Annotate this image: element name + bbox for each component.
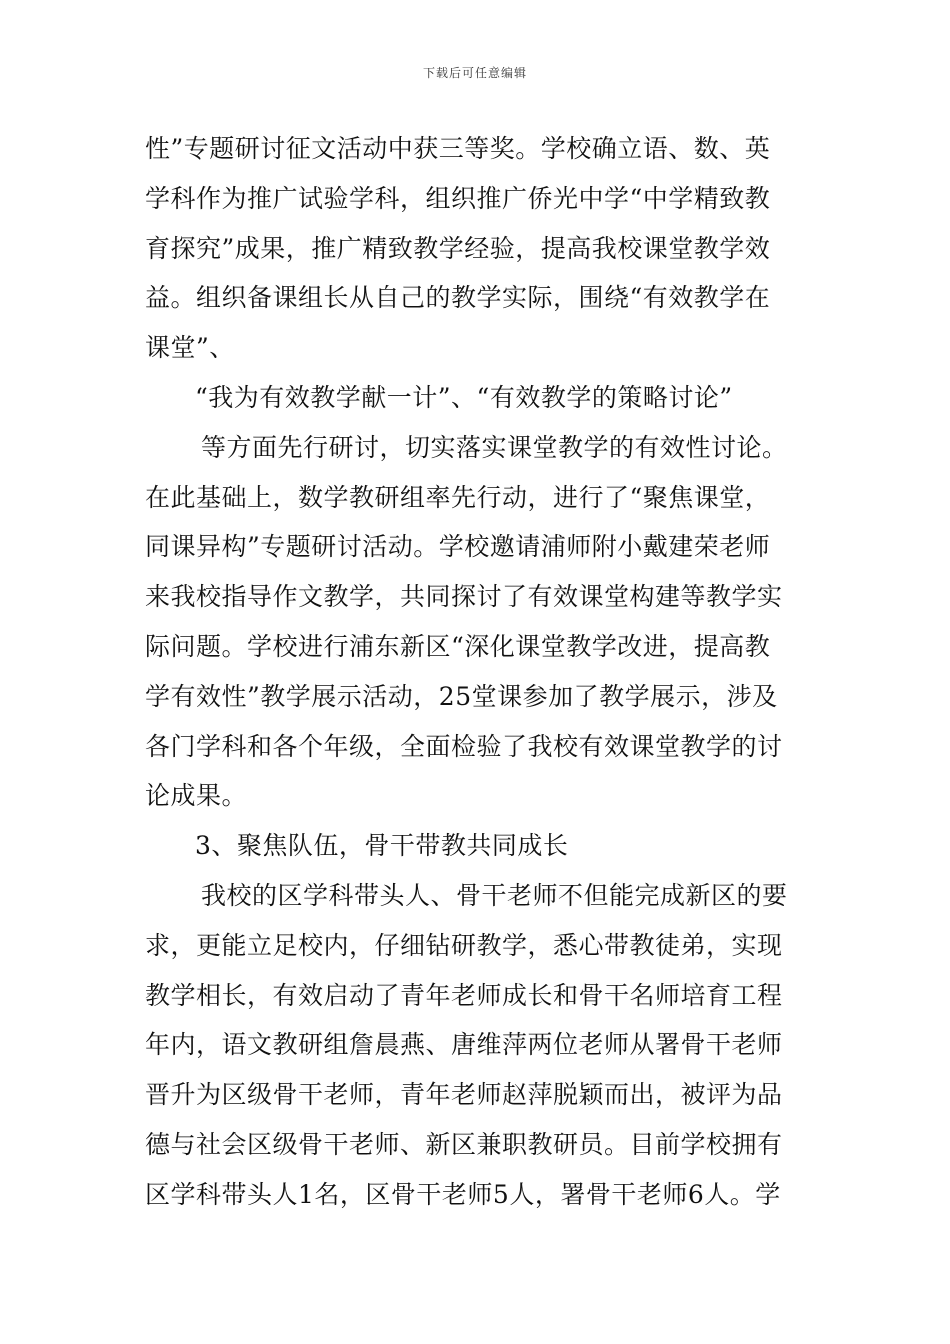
text-line: 学科作为推广试验学科，组织推广侨光中学“中学精致教 (145, 183, 771, 213)
text-line: 区学科带头人1名，区骨干老师5人，署骨干老师6人。学 (145, 1179, 781, 1209)
text-line: 德与社会区级骨干老师、新区兼职教研员。目前学校拥有 (145, 1129, 783, 1159)
text-line: 晋升为区级骨干老师，青年老师赵萍脱颖而出，被评为品 (145, 1080, 783, 1110)
document-body (145, 124, 807, 1220)
text-line: “我为有效教学献一计”、“有效教学的策略讨论” (195, 382, 733, 412)
text-line: 年内，语文教研组詹晨燕、唐维萍两位老师从署骨干老师 (145, 1030, 783, 1060)
text-line: 在此基础上，数学教研组率先行动，进行了“聚焦课堂， (145, 482, 771, 512)
text-line: 教学相长，有效启动了青年老师成长和骨干名师培育工程 (145, 980, 783, 1010)
text-line: 际问题。学校进行浦东新区“深化课堂教学改进，提高教 (145, 631, 771, 661)
page-header: 下载后可任意编辑 (422, 66, 527, 80)
section-heading: 3、聚焦队伍，骨干带教共同成长 (195, 831, 569, 861)
text-line: 课堂”、 (145, 333, 235, 363)
text-line: 论成果。 (145, 781, 248, 811)
text-line: 求，更能立足校内，仔细钻研教学，悉心带教徒弟，实现 (145, 930, 783, 960)
paragraph-start: 我校的区学科带头人、骨干老师不但能完成新区的要 (201, 880, 788, 910)
text-line: 各门学科和各个年级，全面检验了我校有效课堂教学的讨 (145, 731, 783, 761)
paragraph-start: 等方面先行研讨，切实落实课堂教学的有效性讨论。 (201, 432, 788, 462)
text-line: 同课异构”专题研讨活动。学校邀请浦师附小戴建荣老师 (145, 532, 771, 562)
text-line: 益。组织备课组长从自己的教学实际，围绕“有效教学在 (145, 283, 771, 313)
text-line: 育探究”成果，推广精致教学经验，提高我校课堂教学效 (145, 233, 771, 263)
text-line: 性”专题研讨征文活动中获三等奖。学校确立语、数、英 (145, 134, 771, 163)
text-line: 学有效性”教学展示活动，25堂课参加了教学展示，涉及 (145, 681, 778, 711)
text-line: 来我校指导作文教学，共同探讨了有效课堂构建等教学实 (145, 582, 783, 612)
